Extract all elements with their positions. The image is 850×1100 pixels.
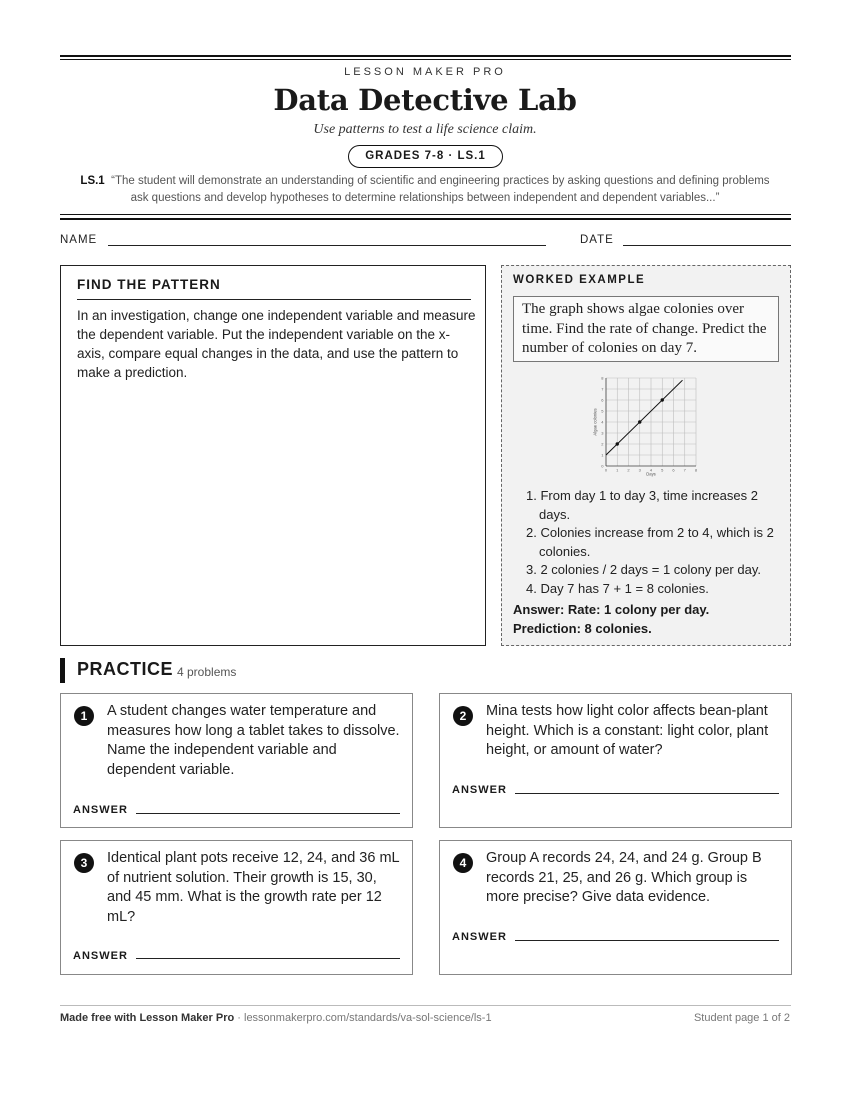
- problem-question: A student changes water temperature and measures how long a tablet takes to dissolve. Name the independent variable and dependent variable.: [107, 703, 400, 778]
- y-tick-label: 3: [601, 430, 604, 436]
- grade-badge: GRADES 7-8 · LS.1: [348, 145, 503, 168]
- name-field[interactable]: [108, 245, 546, 246]
- answer-label: ANSWER: [73, 950, 128, 962]
- problem-card-2: [439, 693, 792, 828]
- worked-step: 3. 2 colonies / 2 days = 1 colony per day.: [526, 562, 761, 577]
- standard-statement: [80, 173, 770, 207]
- practice-accent-bar: [60, 658, 65, 683]
- answer-label: ANSWER: [452, 931, 507, 943]
- x-axis-label: Days: [646, 471, 656, 477]
- problem-number-badge: 4: [453, 853, 473, 873]
- x-tick-label: 8: [694, 467, 698, 473]
- worked-answer-prediction: Prediction: 8 colonies.: [513, 620, 652, 636]
- x-tick-label: 7: [683, 467, 686, 473]
- worked-example-box: [501, 265, 791, 646]
- y-tick-label: 0: [601, 463, 604, 469]
- answer-field[interactable]: [136, 813, 400, 814]
- problem-question: Group A records 24, 24, and 24 g. Group B records 21, 25, and 26 g. Which group is more precise? Give data evidence.: [486, 850, 762, 905]
- page-subtitle: Use patterns to test a life science claim.: [313, 122, 537, 137]
- problem-number-badge: 2: [453, 706, 473, 726]
- worked-step: 4. Day 7 has 7 + 1 = 8 colonies.: [526, 580, 709, 596]
- algae-colonies-graph: [590, 373, 700, 481]
- data-point: [661, 398, 664, 401]
- footer-rule: [60, 1005, 791, 1006]
- problem-question: Identical plant pots receive 12, 24, and 36 mL of nutrient solution. Their growth is 15, 30, and 45 mm. What is the growth rate per 12 mL?: [107, 850, 400, 925]
- footer-made-with: Made free with Lesson Maker Pro: [60, 1012, 235, 1024]
- worked-step: 1. From day 1 to day 3, time increases 2 days.: [526, 488, 758, 522]
- x-tick-label: 3: [638, 467, 641, 473]
- problem-card-4: [439, 840, 792, 975]
- find-the-pattern-rule: [77, 299, 471, 300]
- date-field[interactable]: [623, 245, 791, 246]
- header-top-rule: [60, 55, 791, 57]
- worked-step: 2. Colonies increase from 2 to 4, which is 2 colonies.: [526, 525, 774, 559]
- x-tick-label: 2: [627, 467, 630, 473]
- worked-example-steps: [513, 487, 783, 598]
- y-tick-label: 6: [601, 397, 604, 403]
- y-tick-label: 5: [601, 408, 604, 414]
- y-axis-label: Algae colonies: [592, 408, 598, 436]
- date-label: DATE: [580, 234, 614, 246]
- problem-number-badge: 1: [74, 706, 94, 726]
- footer-credit: [60, 1012, 492, 1024]
- footer-url[interactable]: · lessonmakerpro.com/standards/va-sol-science/ls-1: [234, 1012, 492, 1024]
- x-tick-label: 5: [661, 467, 664, 473]
- header-top-rule-thin: [60, 59, 791, 60]
- y-tick-label: 1: [601, 452, 604, 458]
- y-tick-label: 7: [601, 386, 604, 392]
- worked-example-heading: WORKED EXAMPLE: [513, 274, 646, 286]
- worked-example-answer: [513, 601, 783, 638]
- answer-field[interactable]: [136, 958, 400, 959]
- practice-heading: PRACTICE: [77, 659, 174, 679]
- answer-label: ANSWER: [452, 784, 507, 796]
- y-tick-label: 2: [601, 441, 604, 447]
- problem-card-3: [60, 840, 413, 975]
- worked-example-prompt: The graph shows algae colonies over time. Find the rate of change. Predict the number of colonies on day 7.: [513, 296, 779, 362]
- x-tick-label: 4: [649, 467, 653, 473]
- find-the-pattern-box: [60, 265, 486, 646]
- answer-field[interactable]: [515, 793, 779, 794]
- find-the-pattern-text: In an investigation, change one independent variable and measure the dependent variable. Put the independent variable on the x-axis, compare equal changes in the data, and use the pattern to make a prediction.: [77, 308, 476, 380]
- y-tick-label: 8: [601, 375, 604, 381]
- y-tick-label: 4: [601, 419, 604, 425]
- practice-count: 4 problems: [177, 665, 237, 679]
- answer-label: ANSWER: [73, 804, 128, 816]
- problem-number-badge: 3: [74, 853, 94, 873]
- x-tick-label: 6: [672, 467, 675, 473]
- data-point: [638, 420, 641, 423]
- footer-page-number: Student page 1 of 2: [693, 1012, 790, 1024]
- name-label: NAME: [60, 234, 98, 246]
- x-tick-label: 0: [604, 467, 608, 473]
- publisher-label: LESSON MAKER PRO: [344, 66, 506, 78]
- answer-field[interactable]: [515, 940, 779, 941]
- x-tick-label: 1: [616, 467, 619, 473]
- standard-text: “The student will demonstrate an understanding of scientific and engineering practices by asking questions and defining problems ask questions and develop hypotheses to determine relationships between independent and dependent variables...”: [111, 175, 770, 204]
- problem-question: Mina tests how light color affects bean-plant height. Which is a constant: light color, plant height, or amount of water?: [486, 703, 769, 758]
- problem-card-1: [60, 693, 413, 828]
- header-bottom-rule: [60, 218, 791, 220]
- page-title: Data Detective Lab: [273, 83, 577, 117]
- find-the-pattern-heading: FIND THE PATTERN: [77, 277, 221, 292]
- data-point: [616, 442, 619, 445]
- worked-answer-rate: Answer: Rate: 1 colony per day.: [513, 602, 710, 617]
- header-bottom-rule-thin: [60, 214, 791, 215]
- standard-code: LS.1: [80, 175, 105, 187]
